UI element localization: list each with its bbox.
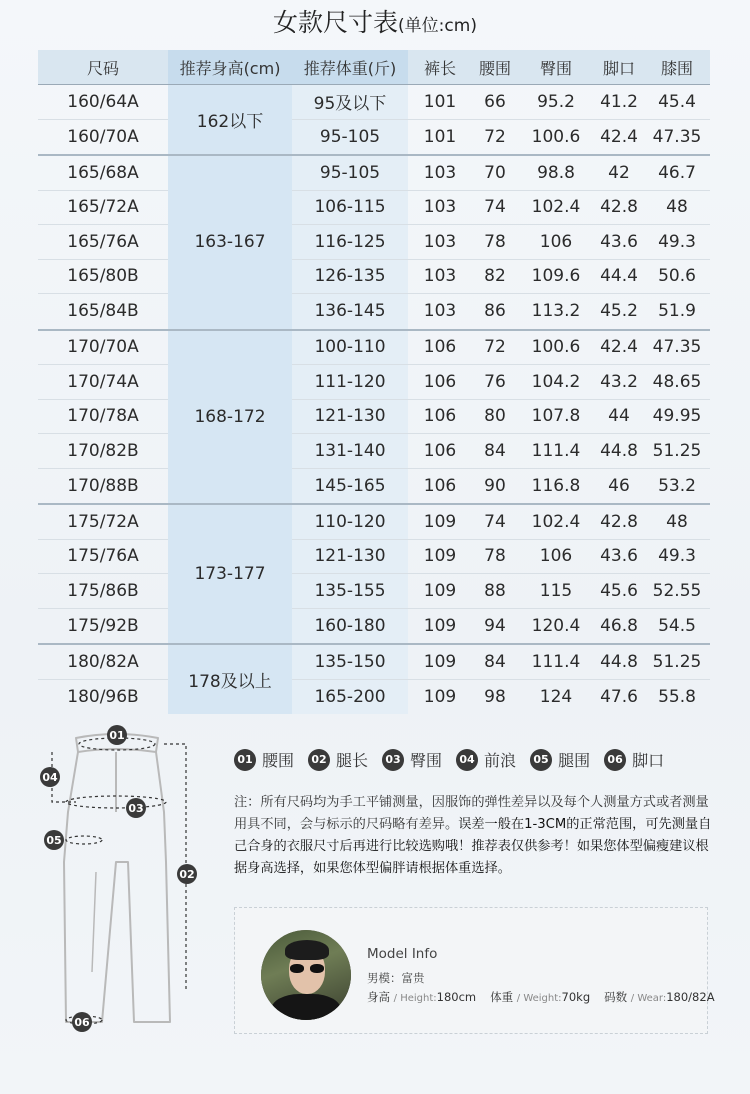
cell-size: 170/88B bbox=[67, 475, 139, 496]
cell-height-range: 162以下 bbox=[168, 85, 292, 154]
cell-hip: 102.4 bbox=[531, 511, 581, 532]
legend-label: 臀围 bbox=[410, 751, 443, 770]
cell-knee: 54.5 bbox=[658, 615, 696, 636]
cell-pants-length: 109 bbox=[423, 546, 457, 567]
cell-pants-length: 109 bbox=[423, 511, 457, 532]
cell-waist: 72 bbox=[484, 337, 506, 358]
header-waist: 腰围 bbox=[478, 58, 511, 78]
cell-knee: 53.2 bbox=[658, 475, 696, 496]
cell-knee: 52.55 bbox=[652, 580, 702, 601]
cell-weight: 106-115 bbox=[292, 191, 408, 225]
cell-hem: 41.2 bbox=[600, 91, 638, 112]
cell-hem: 47.6 bbox=[600, 686, 638, 707]
cell-hip: 107.8 bbox=[531, 406, 581, 427]
cell-hip: 111.4 bbox=[531, 651, 581, 672]
cell-size: 180/96B bbox=[67, 686, 139, 707]
cell-waist: 78 bbox=[484, 546, 506, 567]
cell-knee: 47.35 bbox=[652, 337, 702, 358]
weight-en: / Weight: bbox=[516, 993, 562, 1004]
cell-hem: 43.2 bbox=[600, 371, 638, 392]
table-row bbox=[38, 505, 710, 540]
cell-hip: 100.6 bbox=[531, 337, 581, 358]
cell-knee: 48 bbox=[666, 511, 688, 532]
legend-item-leg-length bbox=[308, 748, 368, 771]
diagram-badge-03: 03 bbox=[126, 798, 146, 818]
cell-hem: 46.8 bbox=[600, 615, 638, 636]
cell-size: 170/82B bbox=[67, 440, 139, 461]
cell-pants-length: 103 bbox=[423, 301, 457, 322]
cell-knee: 50.6 bbox=[658, 266, 696, 287]
table-row bbox=[38, 120, 710, 155]
cell-hip: 106 bbox=[539, 546, 573, 567]
header-size: 尺码 bbox=[86, 58, 119, 78]
cell-pants-length: 109 bbox=[423, 686, 457, 707]
cell-height-range: 173-177 bbox=[168, 505, 292, 643]
weight-label: 体重 bbox=[490, 990, 514, 1004]
cell-pants-length: 109 bbox=[423, 651, 457, 672]
table-row bbox=[38, 365, 710, 400]
cell-pants-length: 103 bbox=[423, 197, 457, 218]
cell-waist: 82 bbox=[484, 266, 506, 287]
cell-weight: 95-105 bbox=[292, 120, 408, 155]
note-part-2: 误差一般在1-3CM的正常范围，可先测量自己合身的衣服尺寸后再进行比较选购哦！推荐表仅供参考！如果您体型偏瘦建议根据身高选择，如果您体型偏胖请根据体重选择。 bbox=[234, 817, 712, 876]
cell-pants-length: 103 bbox=[423, 231, 457, 252]
cell-hem: 42.4 bbox=[600, 126, 638, 147]
table-row bbox=[38, 540, 710, 575]
table-group bbox=[38, 156, 710, 331]
table-row bbox=[38, 331, 710, 366]
cell-size: 175/86B bbox=[67, 580, 139, 601]
diagram-badge-01: 01 bbox=[107, 725, 127, 745]
legend-num: 04 bbox=[456, 749, 478, 771]
legend-item-front-rise bbox=[456, 748, 516, 771]
weight-value: 70kg bbox=[561, 990, 591, 1004]
legend-item-hip bbox=[382, 748, 442, 771]
model-height bbox=[367, 989, 476, 1005]
table-group bbox=[38, 645, 710, 714]
legend-num: 01 bbox=[234, 749, 256, 771]
cell-hip: 95.2 bbox=[537, 91, 575, 112]
header-hip: 臀围 bbox=[539, 58, 572, 78]
cell-weight: 126-135 bbox=[292, 260, 408, 294]
table-row bbox=[38, 400, 710, 435]
table-header bbox=[38, 50, 710, 84]
cell-knee: 49.3 bbox=[658, 231, 696, 252]
legend-item-thigh bbox=[530, 748, 590, 771]
cell-weight: 136-145 bbox=[292, 294, 408, 329]
cell-weight: 131-140 bbox=[292, 434, 408, 468]
cell-waist: 86 bbox=[484, 301, 506, 322]
cell-size: 165/76A bbox=[67, 231, 139, 252]
cell-weight: 135-150 bbox=[292, 645, 408, 679]
legend-num: 03 bbox=[382, 749, 404, 771]
cell-size: 175/72A bbox=[67, 511, 139, 532]
height-en: / Height: bbox=[393, 993, 437, 1004]
cell-hem: 44.8 bbox=[600, 651, 638, 672]
cell-waist: 90 bbox=[484, 475, 506, 496]
table-row bbox=[38, 609, 710, 644]
cell-size: 160/70A bbox=[67, 126, 139, 147]
cell-waist: 88 bbox=[484, 580, 506, 601]
cell-pants-length: 106 bbox=[423, 371, 457, 392]
title-main: 女款尺寸表 bbox=[273, 8, 399, 37]
cell-knee: 45.4 bbox=[658, 91, 696, 112]
cell-knee: 46.7 bbox=[658, 162, 696, 183]
cell-hem: 45.2 bbox=[600, 301, 638, 322]
cell-knee: 47.35 bbox=[652, 126, 702, 147]
cell-size: 165/68A bbox=[67, 162, 139, 183]
table-row bbox=[38, 574, 710, 609]
cell-hem: 42 bbox=[608, 162, 630, 183]
legend-label: 脚口 bbox=[632, 751, 665, 770]
cell-size: 165/84B bbox=[67, 301, 139, 322]
cell-hem: 42.8 bbox=[600, 197, 638, 218]
cell-pants-length: 106 bbox=[423, 475, 457, 496]
cell-weight: 145-165 bbox=[292, 469, 408, 504]
legend-label: 腿长 bbox=[336, 751, 369, 770]
cell-knee: 55.8 bbox=[658, 686, 696, 707]
model-weight bbox=[490, 989, 590, 1005]
cell-knee: 51.25 bbox=[652, 440, 702, 461]
cell-hem: 46 bbox=[608, 475, 630, 496]
legend-item-waist bbox=[234, 748, 294, 771]
cell-waist: 98 bbox=[484, 686, 506, 707]
cell-hip: 116.8 bbox=[531, 475, 581, 496]
table-row bbox=[38, 156, 710, 191]
header-height: 推荐身高(cm) bbox=[168, 50, 292, 84]
size-table bbox=[38, 50, 710, 714]
cell-waist: 72 bbox=[484, 126, 506, 147]
legend-num: 05 bbox=[530, 749, 552, 771]
cell-pants-length: 106 bbox=[423, 337, 457, 358]
table-group bbox=[38, 331, 710, 506]
cell-knee: 49.95 bbox=[652, 406, 702, 427]
cell-pants-length: 109 bbox=[423, 615, 457, 636]
cell-waist: 84 bbox=[484, 651, 506, 672]
table-row bbox=[38, 645, 710, 680]
model-avatar bbox=[261, 930, 351, 1020]
page-title bbox=[0, 6, 750, 40]
model-info-card bbox=[234, 907, 715, 1034]
cell-size: 165/72A bbox=[67, 197, 139, 218]
header-pants-length: 裤长 bbox=[423, 58, 456, 78]
table-row bbox=[38, 260, 710, 295]
header-weight: 推荐体重(斤) bbox=[292, 50, 408, 84]
cell-knee: 48 bbox=[666, 197, 688, 218]
header-knee: 膝围 bbox=[660, 58, 693, 78]
legend-num: 02 bbox=[308, 749, 330, 771]
cell-size: 170/70A bbox=[67, 337, 139, 358]
cell-hip: 115 bbox=[539, 580, 573, 601]
cell-hem: 43.6 bbox=[600, 546, 638, 567]
table-group bbox=[38, 505, 710, 645]
cell-weight: 116-125 bbox=[292, 225, 408, 259]
cell-height-range: 178及以上 bbox=[168, 645, 292, 714]
cell-weight: 165-200 bbox=[292, 680, 408, 715]
cell-knee: 48.65 bbox=[652, 371, 702, 392]
table-row bbox=[38, 469, 710, 504]
cell-weight: 121-130 bbox=[292, 400, 408, 434]
cell-waist: 94 bbox=[484, 615, 506, 636]
cell-knee: 51.9 bbox=[658, 301, 696, 322]
cell-pants-length: 106 bbox=[423, 440, 457, 461]
table-row bbox=[38, 434, 710, 469]
wear-value: 180/82A bbox=[666, 990, 715, 1004]
cell-hem: 44 bbox=[608, 406, 630, 427]
cell-height-range: 168-172 bbox=[168, 331, 292, 504]
cell-hip: 124 bbox=[539, 686, 573, 707]
cell-size: 165/80B bbox=[67, 266, 139, 287]
cell-pants-length: 101 bbox=[423, 91, 457, 112]
cell-hip: 113.2 bbox=[531, 301, 581, 322]
cell-hem: 42.4 bbox=[600, 337, 638, 358]
cell-size: 160/64A bbox=[67, 91, 139, 112]
cell-waist: 84 bbox=[484, 440, 506, 461]
table-row bbox=[38, 680, 710, 715]
cell-weight: 121-130 bbox=[292, 540, 408, 574]
title-unit: (单位:cm) bbox=[398, 16, 477, 36]
wear-en: / Wear: bbox=[630, 993, 667, 1004]
cell-hip: 100.6 bbox=[531, 126, 581, 147]
cell-waist: 76 bbox=[484, 371, 506, 392]
diagram-badge-02: 02 bbox=[177, 864, 197, 884]
height-label: 身高 bbox=[367, 990, 390, 1004]
cell-size: 170/78A bbox=[67, 406, 139, 427]
wear-label: 码数 bbox=[604, 990, 628, 1004]
cell-height-range: 163-167 bbox=[168, 156, 292, 329]
cell-knee: 49.3 bbox=[658, 546, 696, 567]
measurement-note bbox=[234, 792, 714, 880]
cell-hip: 104.2 bbox=[531, 371, 581, 392]
cell-knee: 51.25 bbox=[652, 651, 702, 672]
cell-weight: 135-155 bbox=[292, 574, 408, 608]
cell-waist: 70 bbox=[484, 162, 506, 183]
cell-waist: 74 bbox=[484, 197, 506, 218]
legend-item-hem bbox=[604, 748, 664, 771]
cell-pants-length: 103 bbox=[423, 266, 457, 287]
cell-hem: 44.4 bbox=[600, 266, 638, 287]
table-group bbox=[38, 85, 710, 156]
legend-label: 腰围 bbox=[262, 751, 295, 770]
legend-num: 06 bbox=[604, 749, 626, 771]
cell-waist: 80 bbox=[484, 406, 506, 427]
table-body bbox=[38, 84, 710, 714]
cell-weight: 100-110 bbox=[292, 331, 408, 365]
cell-weight: 95-105 bbox=[292, 156, 408, 190]
cell-hip: 102.4 bbox=[531, 197, 581, 218]
cell-weight: 111-120 bbox=[292, 365, 408, 399]
height-value: 180cm bbox=[436, 990, 477, 1004]
model-wear bbox=[604, 989, 714, 1005]
cell-hip: 109.6 bbox=[531, 266, 581, 287]
cell-size: 170/74A bbox=[67, 371, 139, 392]
cell-pants-length: 109 bbox=[423, 580, 457, 601]
legend-label: 前浪 bbox=[484, 751, 517, 770]
legend-label: 腿围 bbox=[558, 751, 591, 770]
cell-weight: 110-120 bbox=[292, 505, 408, 539]
model-name: 男模：富贵 bbox=[367, 971, 425, 985]
note-part-1: 注：所有尺码均为手工平铺测量，因服饰的弹性差异以及每个人测量方式或者测量用具不同，会与标示的尺码略有差异。 bbox=[234, 795, 709, 832]
diagram-badge-05: 05 bbox=[44, 830, 64, 850]
cell-weight: 95及以下 bbox=[292, 85, 408, 119]
pants-diagram bbox=[36, 722, 216, 1042]
cell-waist: 74 bbox=[484, 511, 506, 532]
table-row bbox=[38, 294, 710, 329]
cell-pants-length: 101 bbox=[423, 126, 457, 147]
model-stats bbox=[367, 989, 729, 1005]
table-row bbox=[38, 191, 710, 226]
cell-hip: 120.4 bbox=[531, 615, 581, 636]
cell-waist: 66 bbox=[484, 91, 506, 112]
cell-size: 175/76A bbox=[67, 546, 139, 567]
cell-size: 175/92B bbox=[67, 615, 139, 636]
cell-hem: 42.8 bbox=[600, 511, 638, 532]
cell-hip: 111.4 bbox=[531, 440, 581, 461]
cell-weight: 160-180 bbox=[292, 609, 408, 644]
cell-hem: 43.6 bbox=[600, 231, 638, 252]
model-info-title: Model Info bbox=[367, 946, 438, 962]
cell-pants-length: 106 bbox=[423, 406, 457, 427]
measurement-legend bbox=[234, 748, 678, 771]
cell-size: 180/82A bbox=[67, 651, 139, 672]
header-hem: 脚口 bbox=[602, 58, 635, 78]
cell-hip: 98.8 bbox=[537, 162, 575, 183]
cell-hem: 44.8 bbox=[600, 440, 638, 461]
diagram-badge-04: 04 bbox=[40, 767, 60, 787]
cell-hip: 106 bbox=[539, 231, 573, 252]
table-row bbox=[38, 85, 710, 120]
cell-hem: 45.6 bbox=[600, 580, 638, 601]
cell-waist: 78 bbox=[484, 231, 506, 252]
diagram-badge-06: 06 bbox=[72, 1012, 92, 1032]
table-row bbox=[38, 225, 710, 260]
cell-pants-length: 103 bbox=[423, 162, 457, 183]
